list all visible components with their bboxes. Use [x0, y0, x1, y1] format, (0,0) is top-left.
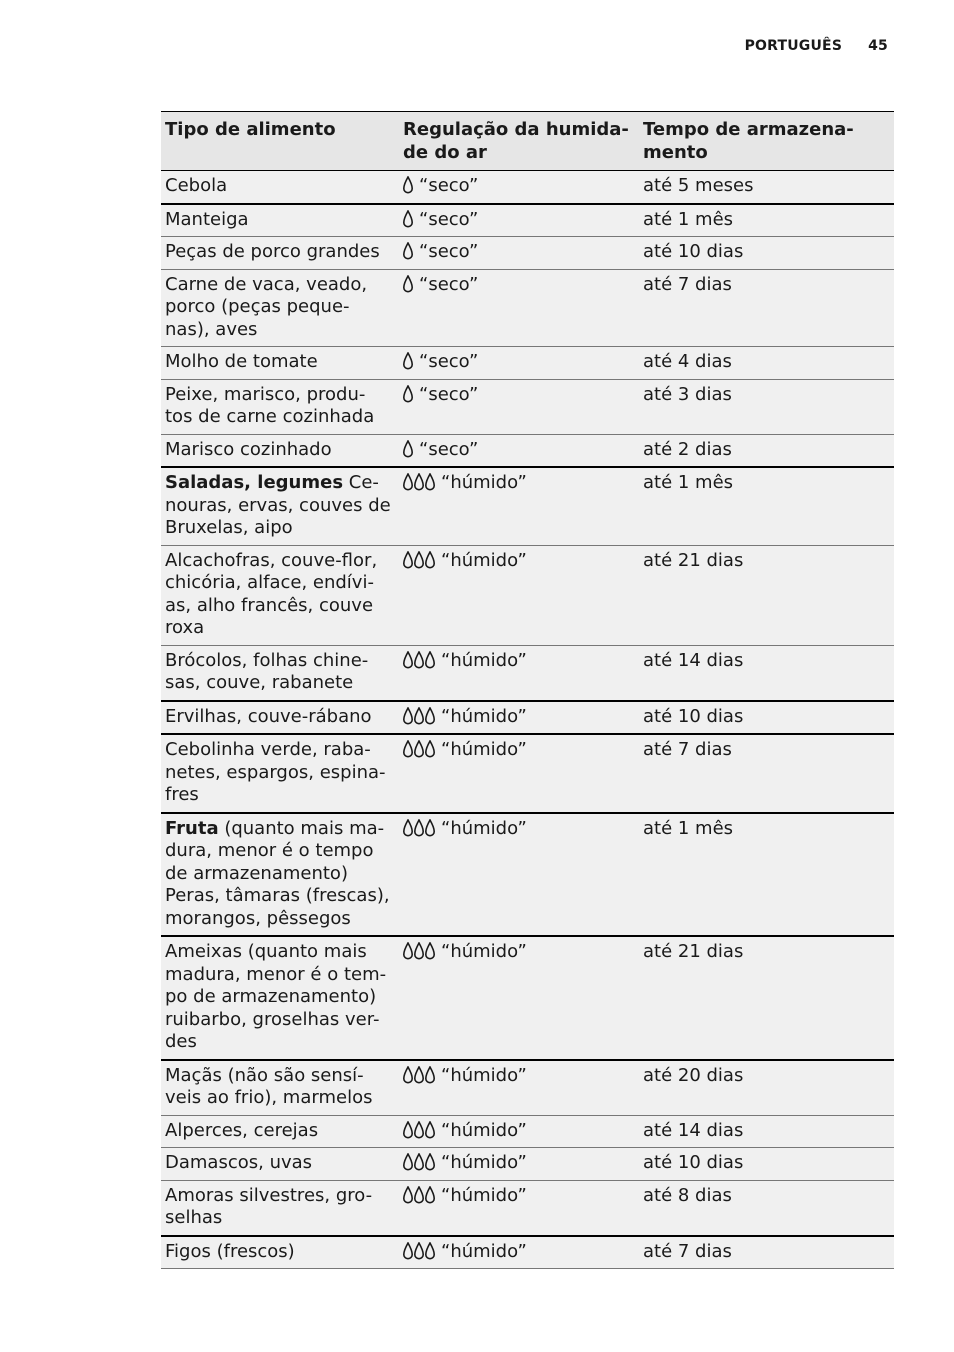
- storage-time-cell: até 10 dias: [643, 241, 744, 262]
- food-name: Cebola: [165, 175, 228, 196]
- single-drop-icon: [403, 275, 415, 293]
- food-name: Amoras silvestres, gro- selhas: [165, 1184, 373, 1228]
- food-type-cell: [161, 467, 399, 545]
- humidity-label: “seco”: [419, 241, 479, 262]
- food-name: Damascos, uvas: [165, 1152, 313, 1173]
- food-name: Marisco cozinhado: [165, 438, 332, 460]
- humidity-cell: [399, 813, 639, 937]
- storage-time-cell: até 4 dias: [643, 351, 732, 372]
- storage-table: [161, 111, 894, 1269]
- humidity-label: “húmido”: [441, 817, 527, 839]
- humidity-cell: [399, 545, 639, 645]
- triple-drop-icon: [403, 740, 437, 758]
- humidity-cell: [399, 1236, 639, 1269]
- humidity-label: “húmido”: [441, 1064, 527, 1086]
- food-name: Brócolos, folhas chine- sas, couve, rabanete: [165, 649, 369, 693]
- storage-time-cell: até 7 dias: [643, 273, 732, 295]
- humidity-label: “húmido”: [441, 1152, 527, 1173]
- table-row: [161, 813, 894, 937]
- table-row: [161, 1060, 894, 1116]
- storage-time-cell: até 1 mês: [643, 208, 734, 230]
- food-name: Figos (frescos): [165, 1240, 295, 1262]
- humidity-cell: [399, 645, 639, 701]
- storage-time-cell: até 7 dias: [643, 739, 732, 760]
- food-name: (quanto mais ma- dura, menor é o tempo de armazenamento) Peras, tâmaras (frescas), morangos, pêssegos: [165, 817, 390, 929]
- storage-time-cell: até 5 meses: [643, 175, 754, 196]
- food-type-cell: [161, 347, 399, 380]
- food-name: Peixe, marisco, produ- tos de carne cozinhada: [165, 383, 375, 427]
- humidity-cell: [399, 734, 639, 813]
- food-name: Cebolinha verde, raba- netes, espargos, espina- fres: [165, 739, 386, 805]
- humidity-label: “seco”: [419, 273, 479, 295]
- storage-time-cell: até 21 dias: [643, 941, 744, 962]
- triple-drop-icon: [403, 473, 437, 491]
- storage-time-cell: até 14 dias: [643, 1119, 744, 1141]
- humidity-cell: [399, 347, 639, 380]
- humidity-cell: [399, 171, 639, 204]
- triple-drop-icon: [403, 1186, 437, 1204]
- humidity-cell: [399, 269, 639, 347]
- table-row: [161, 171, 894, 204]
- column-header-food-type: Tipo de alimento: [165, 119, 336, 140]
- humidity-label: “seco”: [419, 351, 479, 372]
- food-name: Alperces, cerejas: [165, 1119, 319, 1141]
- table-row: [161, 701, 894, 735]
- humidity-label: “húmido”: [441, 1240, 527, 1262]
- food-type-cell: [161, 1180, 399, 1236]
- food-type-cell: [161, 701, 399, 735]
- humidity-cell: [399, 204, 639, 237]
- humidity-label: “húmido”: [441, 649, 527, 671]
- food-name: Alcachofras, couve-flor, chicória, alface, endívi- as, alho francês, couve roxa: [165, 549, 378, 638]
- triple-drop-icon: [403, 707, 437, 725]
- table-row: [161, 347, 894, 380]
- storage-time-cell: até 8 dias: [643, 1184, 732, 1206]
- storage-time-cell: até 3 dias: [643, 383, 732, 405]
- language-label: PORTUGUÊS: [744, 38, 843, 54]
- humidity-label: “húmido”: [441, 941, 527, 962]
- food-type-cell: [161, 1115, 399, 1148]
- triple-drop-icon: [403, 551, 437, 569]
- food-category-label: Saladas, legumes: [165, 472, 344, 493]
- humidity-cell: [399, 434, 639, 467]
- humidity-label: “húmido”: [441, 472, 527, 493]
- storage-time-cell: até 10 dias: [643, 705, 744, 727]
- humidity-label: “seco”: [419, 438, 479, 460]
- storage-time-cell: até 20 dias: [643, 1064, 744, 1086]
- humidity-cell: [399, 237, 639, 270]
- table-row: [161, 645, 894, 701]
- food-type-cell: [161, 269, 399, 347]
- food-category-label: Fruta: [165, 817, 219, 839]
- table-row: [161, 269, 894, 347]
- food-type-cell: [161, 379, 399, 434]
- humidity-label: “húmido”: [441, 1184, 527, 1206]
- food-type-cell: [161, 1236, 399, 1269]
- food-type-cell: [161, 936, 399, 1060]
- food-type-cell: [161, 545, 399, 645]
- triple-drop-icon: [403, 1242, 437, 1260]
- table-row: [161, 1180, 894, 1236]
- storage-time-cell: até 21 dias: [643, 549, 744, 571]
- humidity-label: “húmido”: [441, 1119, 527, 1141]
- storage-time-cell: até 7 dias: [643, 1240, 732, 1262]
- humidity-label: “húmido”: [441, 739, 527, 760]
- food-name: Molho de tomate: [165, 351, 318, 372]
- single-drop-icon: [403, 210, 415, 228]
- food-name: Peças de porco grandes: [165, 241, 380, 262]
- humidity-label: “seco”: [419, 383, 479, 405]
- table-row: [161, 379, 894, 434]
- table-row: [161, 1148, 894, 1181]
- table-row: [161, 237, 894, 270]
- storage-time-cell: até 14 dias: [643, 649, 744, 671]
- table-row: [161, 545, 894, 645]
- table-row: [161, 936, 894, 1060]
- triple-drop-icon: [403, 1121, 437, 1139]
- humidity-cell: [399, 1180, 639, 1236]
- humidity-label: “seco”: [419, 175, 479, 196]
- humidity-label: “seco”: [419, 208, 479, 230]
- table-row: [161, 1115, 894, 1148]
- single-drop-icon: [403, 385, 415, 403]
- humidity-cell: [399, 701, 639, 735]
- food-type-cell: [161, 237, 399, 270]
- humidity-cell: [399, 1115, 639, 1148]
- table-body: [161, 171, 894, 1269]
- single-drop-icon: [403, 242, 415, 260]
- food-type-cell: [161, 645, 399, 701]
- storage-time-cell: até 2 dias: [643, 438, 732, 460]
- column-header-humidity: Regulação da humida- de do ar: [403, 119, 629, 163]
- food-name: Carne de vaca, veado, porco (peças peque- nas), aves: [165, 273, 368, 340]
- triple-drop-icon: [403, 651, 437, 669]
- humidity-cell: [399, 467, 639, 545]
- table-row: [161, 434, 894, 467]
- triple-drop-icon: [403, 942, 437, 960]
- triple-drop-icon: [403, 1153, 437, 1171]
- food-type-cell: [161, 434, 399, 467]
- food-type-cell: [161, 204, 399, 237]
- food-type-cell: [161, 1148, 399, 1181]
- food-name: Manteiga: [165, 208, 249, 230]
- single-drop-icon: [403, 352, 415, 370]
- page-header: [745, 38, 888, 54]
- food-name: Ameixas (quanto mais madura, menor é o tem- po de armazenamento) ruibarbo, groselhas ver- des: [165, 941, 387, 1052]
- food-type-cell: [161, 1060, 399, 1116]
- storage-time-cell: até 1 mês: [643, 472, 734, 493]
- food-type-cell: [161, 171, 399, 204]
- food-type-cell: [161, 813, 399, 937]
- triple-drop-icon: [403, 819, 437, 837]
- humidity-label: “húmido”: [441, 549, 527, 571]
- table-row: [161, 467, 894, 545]
- food-type-cell: [161, 734, 399, 813]
- food-name: Ce- nouras, ervas, couves de Bruxelas, aipo: [165, 472, 391, 538]
- storage-time-cell: até 10 dias: [643, 1152, 744, 1173]
- humidity-cell: [399, 379, 639, 434]
- column-header-storage-time: Tempo de armazena- mento: [643, 119, 854, 163]
- single-drop-icon: [403, 440, 415, 458]
- humidity-cell: [399, 936, 639, 1060]
- food-name: Ervilhas, couve-rábano: [165, 705, 372, 727]
- humidity-label: “húmido”: [441, 705, 527, 727]
- table-row: [161, 1236, 894, 1269]
- table-row: [161, 204, 894, 237]
- table-header-row: [161, 112, 894, 171]
- triple-drop-icon: [403, 1066, 437, 1084]
- humidity-cell: [399, 1060, 639, 1116]
- food-name: Maçãs (não são sensí- veis ao frio), marmelos: [165, 1064, 373, 1108]
- single-drop-icon: [403, 176, 415, 194]
- storage-time-cell: até 1 mês: [643, 817, 734, 839]
- page-number: 45: [868, 38, 888, 54]
- humidity-cell: [399, 1148, 639, 1181]
- table-row: [161, 734, 894, 813]
